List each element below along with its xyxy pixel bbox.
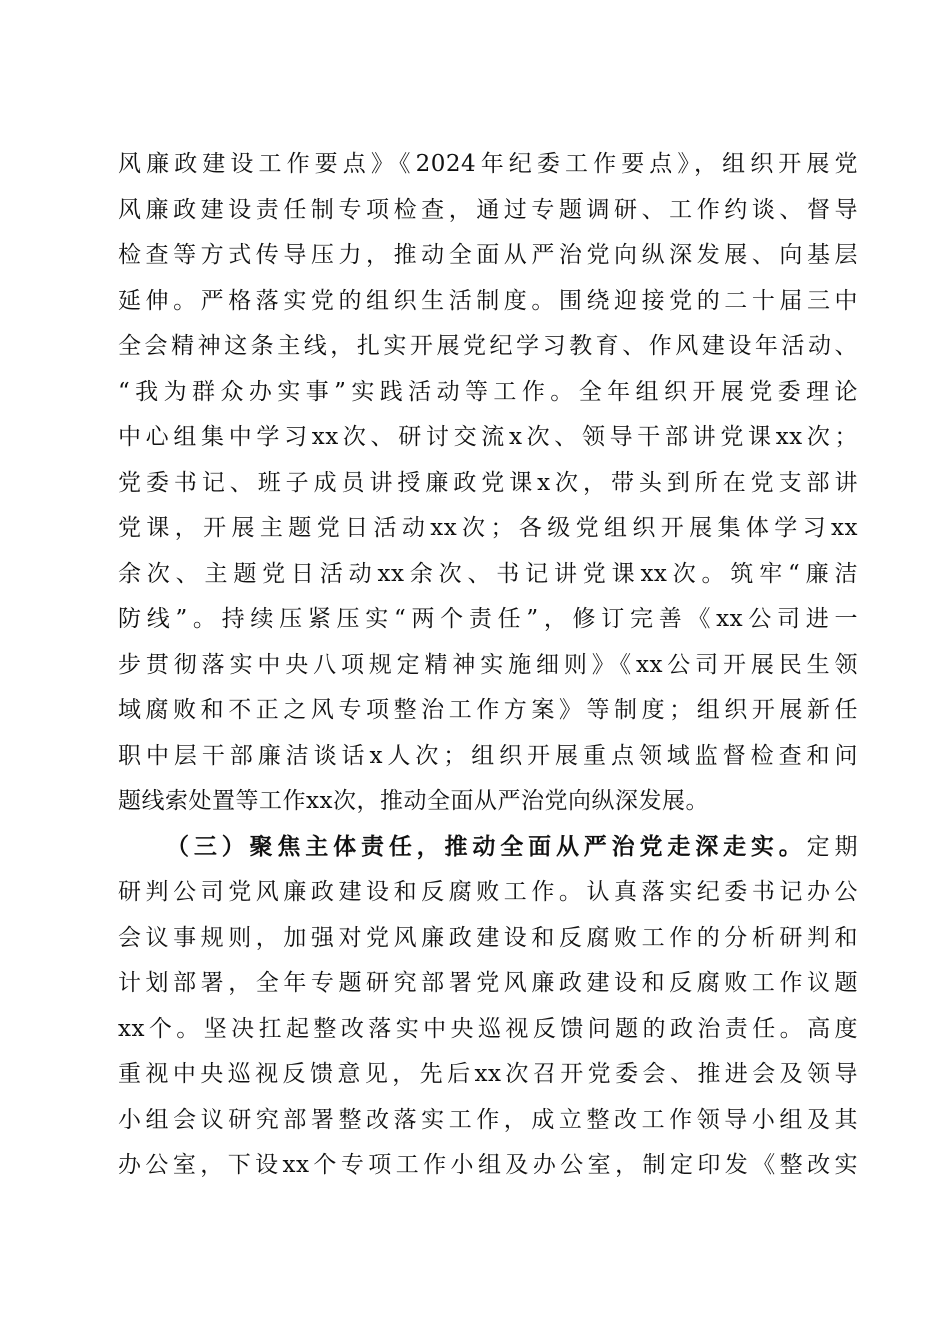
paragraph-line: 会议事规则，加强对党风廉政建设和反腐败工作的分析研判和 (118, 925, 858, 951)
section-heading: （三）聚焦主体责任，推动全面从严治党走深走实。 (166, 833, 807, 860)
paragraph-line: 党委书记、班子成员讲授廉政党课x次，带头到所在党支部讲 (118, 470, 858, 496)
paragraph-line: xx个。坚决扛起整改落实中央巡视反馈问题的政治责任。高度 (118, 1016, 858, 1042)
paragraph-line: 研判公司党风廉政建设和反腐败工作。认真落实纪委书记办公 (118, 879, 858, 905)
paragraph-line: 计划部署，全年专题研究部署党风廉政建设和反腐败工作议题 (118, 970, 858, 996)
paragraph-line: 风廉政建设工作要点》《2024年纪委工作要点》，组织开展党 (118, 151, 858, 177)
paragraph-line: 重视中央巡视反馈意见，先后xx次召开党委会、推进会及领导 (118, 1061, 858, 1087)
paragraph-line: 职中层干部廉洁谈话x人次；组织开展重点领域监督检查和问 (118, 743, 858, 769)
section-heading-line (166, 827, 858, 867)
paragraph-line: 小组会议研究部署整改落实工作，成立整改工作领导小组及其 (118, 1107, 858, 1133)
paragraph-line: 延伸。严格落实党的组织生活制度。围绕迎接党的二十届三中 (118, 288, 858, 314)
paragraph-line: 风廉政建设责任制专项检查，通过专题调研、工作约谈、督导 (118, 197, 858, 223)
paragraph-line: 检查等方式传导压力，推动全面从严治党向纵深发展、向基层 (118, 242, 858, 268)
paragraph-line: 中心组集中学习xx次、研讨交流x次、领导干部讲党课xx次； (118, 424, 858, 450)
paragraph-line: “我为群众办实事”实践活动等工作。全年组织开展党委理论 (118, 379, 858, 405)
paragraph-line: 步贯彻落实中央八项规定精神实施细则》《xx公司开展民生领 (118, 652, 858, 678)
section-heading-rest: 定期 (806, 834, 859, 860)
paragraph-line: 余次、主题党日活动xx余次、书记讲党课xx次。筑牢“廉洁 (118, 561, 858, 587)
paragraph-line: 域腐败和不正之风专项整治工作方案》等制度；组织开展新任 (118, 697, 858, 723)
paragraph-line: 办公室，下设xx个专项工作小组及办公室，制定印发《整改实 (118, 1152, 858, 1178)
paragraph-line: 题线索处置等工作xx次，推动全面从严治党向纵深发展。 (118, 788, 709, 814)
paragraph-line: 全会精神这条主线，扎实开展党纪学习教育、作风建设年活动、 (118, 333, 858, 359)
paragraph-line: 防线”。持续压紧压实“两个责任”，修订完善《xx公司进一 (118, 606, 858, 632)
paragraph-line: 党课，开展主题党日活动xx次；各级党组织开展集体学习xx (118, 515, 858, 541)
